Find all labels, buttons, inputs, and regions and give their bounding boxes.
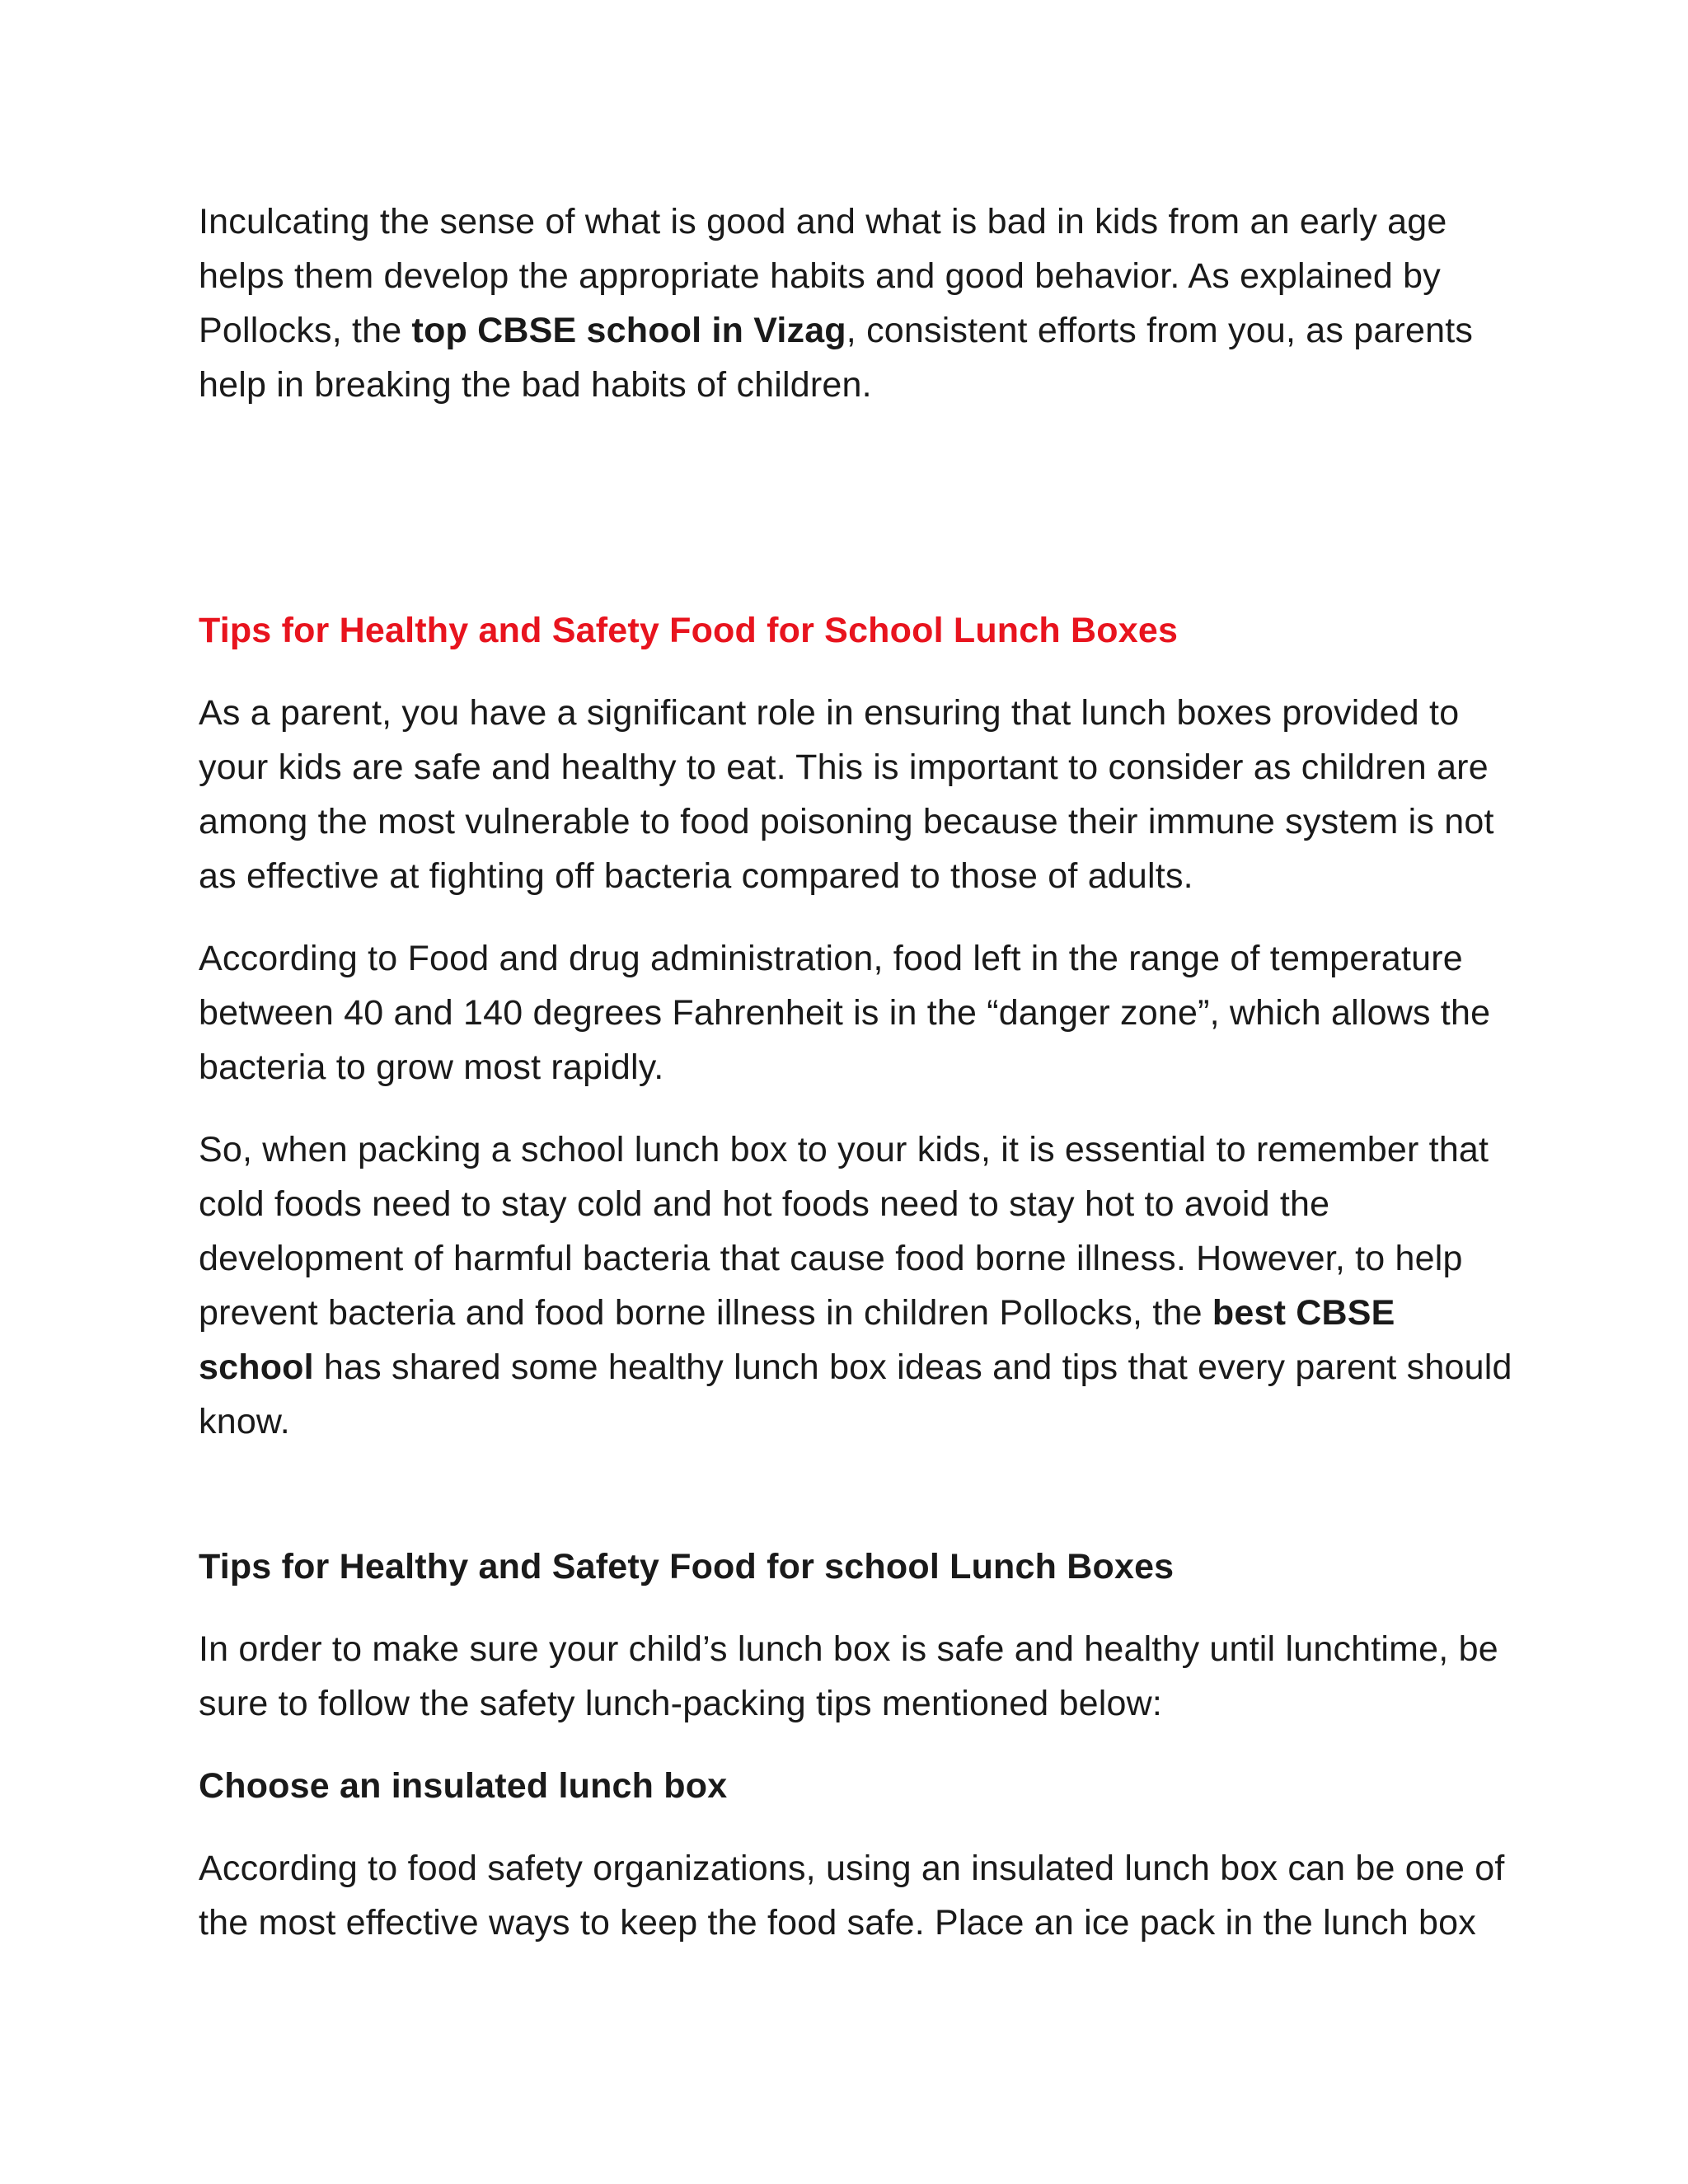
section-2-subheading: Choose an insulated lunch box (199, 1766, 728, 1806)
section-1-paragraph-1: As a parent, you have a significant role in ensuring that lunch boxes provided to your kids are safe and healthy to eat. This is important to consider as children are among the most vulnerable to food poisoning because their immune system is not as effective at fighting off bacteria compared to those of adults. (199, 693, 1494, 896)
section-1-paragraph-2: According to Food and drug administration, food left in the range of temperature between 40 and 140 degrees Fahrenheit is in the “danger zone”, which allows the bacteria to grow most rapidly. (199, 939, 1491, 1087)
section-2-paragraph-1: In order to make sure your child’s lunch box is safe and healthy until lunchtime, be sure to follow the safety lunch-packing tips mentioned below: (199, 1629, 1498, 1723)
document-body (199, 194, 1517, 1950)
section-1-heading: Tips for Healthy and Safety Food for School Lunch Boxes (199, 611, 1179, 650)
section-1-bold-phrase: best CBSE school (199, 1293, 1395, 1387)
intro-paragraph: Inculcating the sense of what is good and what is bad in kids from an early age helps them develop the appropriate habits and good behavior. As explained by Pollocks, the top CBSE school in Vizag, consistent efforts from you, as parents help in breaking the bad habits of children. (199, 202, 1474, 405)
section-2-paragraph-2: According to food safety organizations, using an insulated lunch box can be one of the most effective ways to keep the food safe. Place an ice pack in the lunch box (199, 1849, 1505, 1943)
section-1-paragraph-3: So, when packing a school lunch box to your kids, it is essential to remember that cold foods need to stay cold and hot foods need to stay hot to avoid the development of harmful bacteria that cause food borne illness. However, to help prevent bacteria and food borne illness in children Pollocks, the best CBSE school has shared some healthy lunch box ideas and tips that every parent should know. (199, 1130, 1512, 1441)
intro-bold-phrase: top CBSE school in Vizag (411, 311, 846, 350)
section-2-heading: Tips for Healthy and Safety Food for school Lunch Boxes (199, 1547, 1175, 1586)
